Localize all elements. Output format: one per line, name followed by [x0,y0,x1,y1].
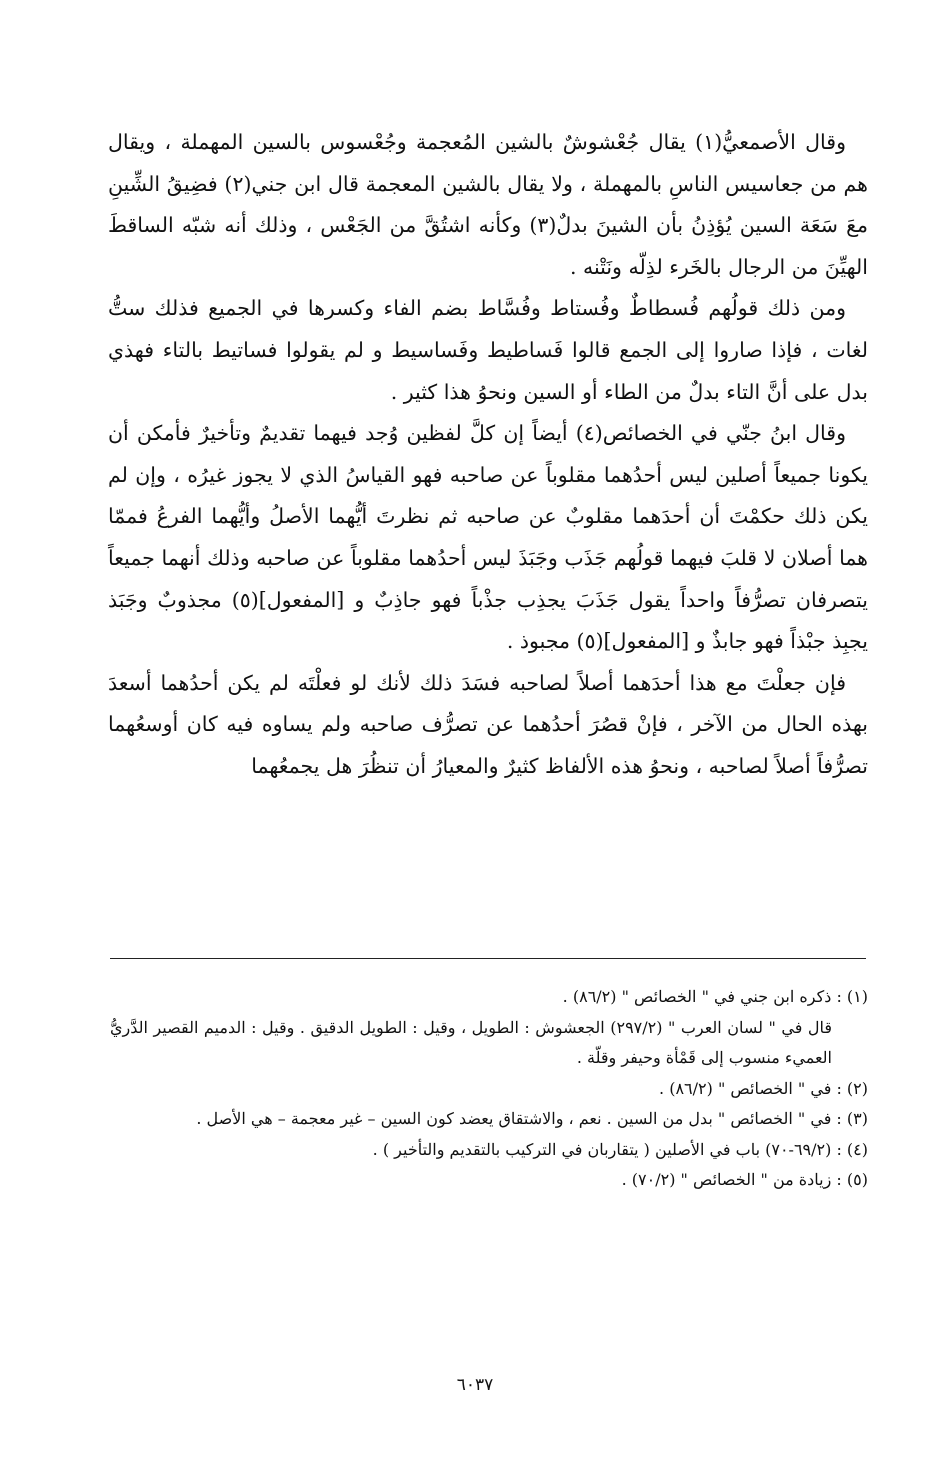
page-number: ٦٠٣٧ [456,1375,494,1395]
paragraph: ومن ذلك قولُهم فُسطاطٌ وفُستاط وفُسَّاط بضم الفاء وكسرها في الجميع فذلك ستُّ لغات ، فإذا صاروا إلى الجمع قالوا فَساطيط وفَساسيط و لم يقولوا فساتيط بالتاء فهذي بدل على أنَّ التاء بدلٌ من الطاء أو السين ونحوُ هذا كثير . [108,296,868,404]
footnote-1-continuation: قال في " لسان العرب " (٢٩٧/٢) الجعشوش : الطويل ، وقيل : الطويل الدقيق . وقيل : الدميم القصير الدَّريُّ العميء منسوب إلى قَمْأة وحيفر وقلّة . [110,1017,833,1067]
footnotes [110,982,868,1196]
footnote-1: (١) : ذكره ابن جني في " الخصائص " (٨٦/٢) . [562,987,868,1006]
footnote-4: (٤) : (٦٩/٢-٧٠) باب في الأصلين ( يتقاربان في التركيب بالتقديم والتأخير ) . [372,1139,868,1159]
footnote-5: (٥) : زيادة من " الخصائص " (٧٠/٢) . [621,1170,868,1189]
main-text [108,122,868,788]
footnote-separator [110,958,866,959]
footnote-3: (٣) : في " الخصائص " بدل من السين . نعم ، والاشتقاق يعضد كون السين – غير معجمة – هي الأصل . [196,1109,868,1128]
paragraph: وقال ابنُ جنّي في الخصائص(٤) أيضاً إن كلَّ لفظين وُجد فيهما تقديمٌ وتأخيرٌ فأمكن أن يكونا جميعاً أصلين ليس أحدُهما مقلوباً عن صاحبه فهو القياسُ الذي لا يجوز غيرُه ، وإن لم يكن ذلك حكمْتَ أن أحدَهما مقلوبٌ عن صاحبه ثم نظرتَ أيُّهما الأصلُ وأيُّهما الفرعُ فممّا هما أصلان لا قلبَ فيهما قولُهم جَذَب وجَبَذَ ليس أحدُهما مقلوباً عن صاحبه وذلك أنهما جميعاً يتصرفان تصرُّفاً واحداً يقول جَذَبَ يجذِب جذْباً فهو جاذِبٌ و [المفعول](٥) مجذوبٌ وجَبَذ يجبِذ جبْذاً فهو جابذٌ و [المفعول](٥) مجبوذ . [108,421,868,654]
footnote-2: (٢) : في " الخصائص " (٨٦/٢) . [659,1078,868,1098]
paragraph: فإن جعلْتَ مع هذا أحدَهما أصلاً لصاحبه فسَدَ ذلك لأنك لو فعلْتَه لم يكن أحدُهما أسعدَ بهذه الحال من الآخر ، فإنْ قصُرَ أحدُهما عن تصرُّف صاحبه ولم يساوه فيه كان أوسعُهما تصرُّفاً أصلاً لصاحبه ، ونحوُ هذه الألفاظ كثيرٌ والمعيارُ أن تنظُرَ هل يجمعُهما [108,670,868,778]
paragraph: وقال الأصمعيُّ(١) يقال جُعْشوشٌ بالشين المُعجمة وجُعْسوس بالسين المهملة ، ويقال هم من جعاسيس الناسِ بالمهملة ، ولا يقال بالشين المعجمة قال ابن جني(٢) فضِيقُ الشِّينِ معَ سَعَة السين يُؤذِنُ بأن الشينَ بدلٌ(٣) وكأنه اشتُقَّ من الجَعْس ، وذلك أنه شبّه الساقطَ الهيِّنَ من الرجال بالخَرء لذِلّه ونَتْنه . [108,130,868,279]
